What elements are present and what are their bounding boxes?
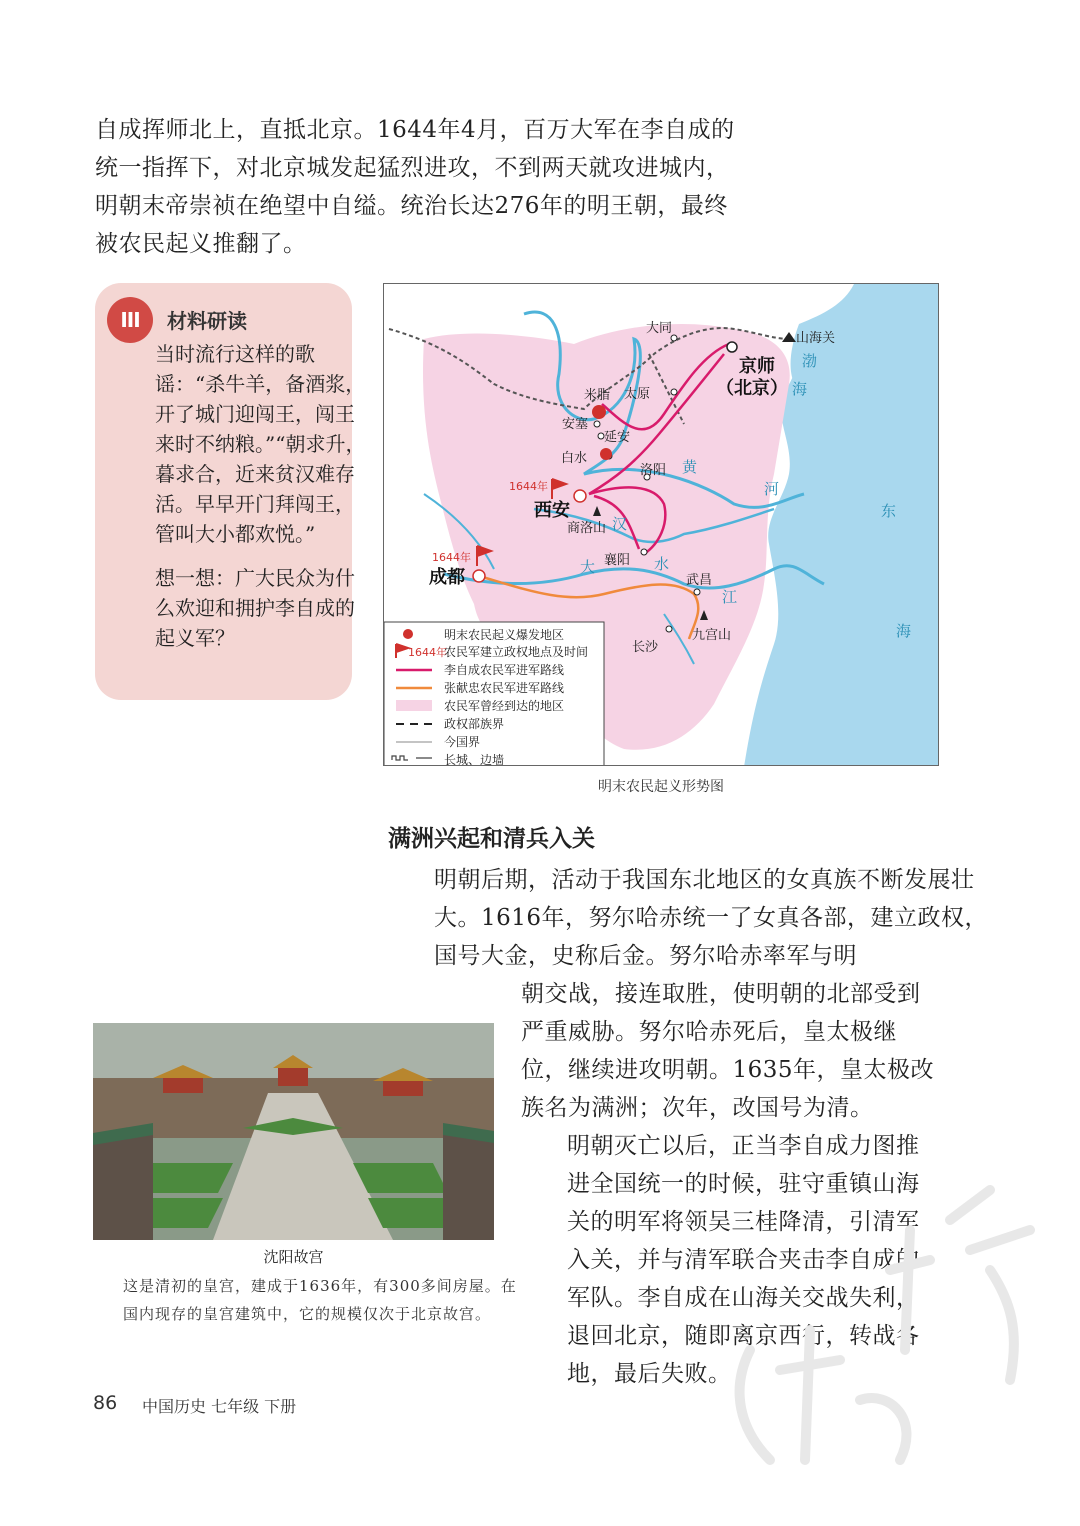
label-bo: 渤: [802, 352, 818, 370]
legend-uprising: 明末农民起义爆发地区: [444, 628, 565, 642]
shenyang-palace-photo: [93, 1023, 494, 1240]
box-quote-text: 当时流行这样的歌谣：“杀牛羊，备酒浆，开了城门迎闯王，闯王来时不纳粮。”“朝求升，暮求合，近来贫汉难存活。早早开门拜闯王，管叫大小都欢悦。”: [155, 342, 366, 546]
jingshi-marker: [727, 342, 737, 352]
legend-border: 今国界: [444, 735, 481, 749]
wuchang-marker: [694, 589, 700, 595]
section-badge-icon: III: [107, 297, 153, 343]
chengdu-marker: [473, 570, 485, 582]
page-number: 86: [93, 1392, 118, 1414]
label-anse: 安塞: [562, 417, 589, 432]
map-graphic: [384, 284, 939, 766]
label-mizhi: 米脂: [584, 388, 611, 403]
label-wuchang: 武昌: [686, 573, 713, 588]
label-xiangyang: 襄阳: [604, 553, 631, 568]
legend-li-route: 李自成农民军进军路线: [444, 663, 565, 677]
label-baishui: 白水: [561, 451, 588, 466]
xian-marker: [574, 490, 586, 502]
uprising-map: [383, 283, 939, 766]
legend-reached: 农民军曾经到达的地区: [444, 699, 565, 713]
label-changsha: 长沙: [632, 640, 659, 655]
uprising-mark-baishui: [600, 448, 612, 460]
book-title: 中国历史 七年级 下册: [142, 1397, 297, 1416]
map-caption: 明末农民起义形势图: [598, 779, 724, 795]
taiyuan-marker: [671, 389, 677, 395]
label-shangluoshan: 商洛山: [567, 521, 607, 536]
label-huang: 黄: [682, 458, 698, 476]
label-datong: 大同: [646, 321, 673, 336]
legend-zhang-route: 张献忠农民军进军路线: [444, 681, 565, 695]
section-paragraph-2b: 明朝灭亡以后，正当李自成力图推进全国统一的时候，驻守重镇山海关的明军将领吴三桂降清，引清军入关，并与清军联合夹击李自成的军队。李自成在山海关交战失利，退回北京，随即离京西行，转战各地，最后失败。: [567, 1133, 920, 1387]
photo-caption: 沈阳故宫: [263, 1248, 324, 1266]
label-da: 大: [580, 558, 596, 576]
changsha-marker: [666, 626, 672, 632]
legend-year: 1644年: [408, 646, 447, 659]
photo-description: 这是清初的皇宫，建成于1636年，有300多间房屋。在国内现存的皇宫建筑中，它的规模仅次于北京故宫。: [123, 1277, 517, 1323]
label-hai1: 海: [792, 380, 808, 398]
legend-boundary: 政权部族界: [444, 717, 505, 731]
label-han: 汉: [612, 515, 628, 533]
shanhaiguan-icon: [782, 332, 796, 342]
label-shui: 水: [654, 555, 670, 573]
label-jingshi: 京师: [739, 356, 775, 377]
watermark-stamp: [690, 1130, 1080, 1526]
uprising-mark-mizhi: [592, 405, 606, 419]
intro-paragraph: 自成挥师北上，直抵北京。1644年4月，百万大军在李自成的统一指挥下，对北京城发起猛烈进攻，不到两天就攻进城内，明朝末帝崇祯在绝望中自缢。统治长达276年的明王朝，最终被农民起义推翻了。: [95, 117, 735, 257]
label-yanan: 延安: [604, 430, 631, 445]
label-year-chengdu: 1644年: [432, 551, 471, 564]
palace-illustration: [93, 1023, 494, 1240]
label-taiyuan: 太原: [624, 387, 651, 402]
label-xian: 西安: [534, 500, 570, 521]
xiangyang-marker: [641, 549, 647, 555]
box-question: 想一想：广大民众为什么欢迎和拥护李自成的起义军？: [155, 566, 355, 650]
anse-marker: [594, 421, 600, 427]
label-luoyang: 洛阳: [640, 463, 667, 478]
legend-regime: 农民军建立政权地点及时间: [444, 645, 589, 659]
legend-wall: 长城、边墙: [444, 753, 505, 767]
label-dong: 东: [881, 502, 897, 520]
map-legend: [384, 622, 604, 766]
label-shanhaiguan: 山海关: [796, 331, 836, 346]
label-hai2: 海: [896, 622, 912, 640]
label-beijing: （北京）: [716, 378, 788, 399]
label-jiang: 江: [722, 588, 738, 606]
box-title: 材料研读: [167, 309, 247, 333]
label-he: 河: [764, 480, 780, 498]
label-jiugongshan: 九宫山: [692, 628, 732, 643]
section-paragraph-1: 明朝后期，活动于我国东北地区的女真族不断发展壮大。1616年，努尔哈赤统一了女真各部，建立政权，国号大金，史称后金。努尔哈赤率军与明: [434, 867, 989, 969]
section-paragraph-2a: 朝交战，接连取胜，使明朝的北部受到严重威胁。努尔哈赤死后，皇太极继位，继续进攻明朝。1635年，皇太极改族名为满洲；次年，改国号为清。: [521, 981, 935, 1121]
label-year-xian: 1644年: [509, 480, 548, 493]
label-chengdu: 成都: [429, 567, 465, 588]
section-heading: 满洲兴起和清兵入关: [388, 826, 595, 852]
reading-material-box: [95, 283, 366, 700]
